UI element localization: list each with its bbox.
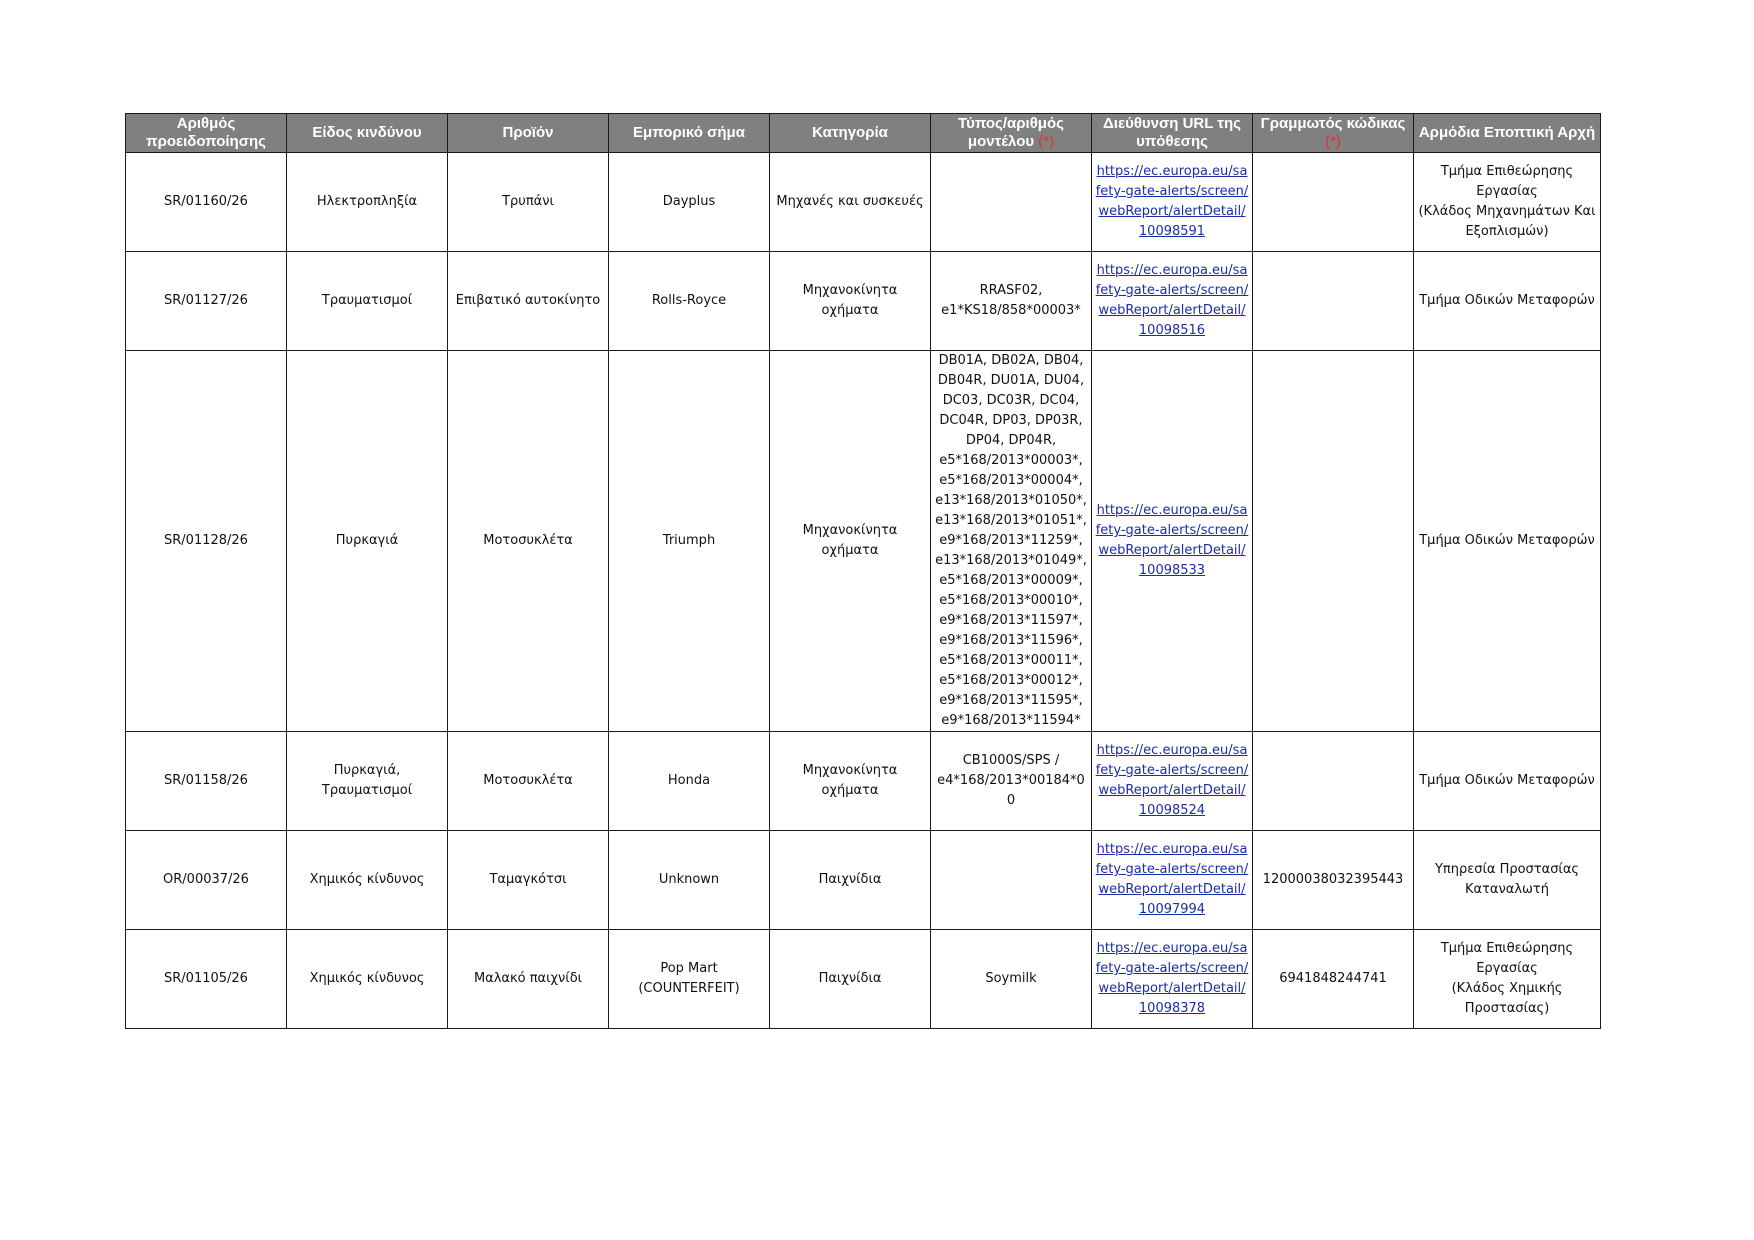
product-cell: Μαλακό παιχνίδι [448, 930, 609, 1029]
barcode-cell: 12000038032395443 [1253, 831, 1414, 930]
required-marker: (*) [1325, 133, 1341, 150]
model-cell: RRASF02, e1*KS18/858*00003* [931, 252, 1092, 351]
authority-cell [1414, 732, 1601, 831]
alert-number-cell: SR/01160/26 [126, 153, 287, 252]
product-cell: Μοτοσυκλέτα [448, 732, 609, 831]
safety-alerts-table [125, 113, 1601, 1029]
alert-url-link[interactable]: https://ec.europa.eu/safety-gate-alerts/screen/webReport/alertDetail/10098591 [1095, 164, 1249, 239]
category-cell: Παιχνίδια [770, 930, 931, 1029]
alert-url-link[interactable]: https://ec.europa.eu/safety-gate-alerts/screen/webReport/alertDetail/10098516 [1095, 263, 1249, 338]
product-cell: Τρυπάνι [448, 153, 609, 252]
product-cell: Επιβατικό αυτοκίνητο [448, 252, 609, 351]
barcode-cell [1253, 351, 1414, 732]
url-cell [1092, 252, 1253, 351]
category-cell: Μηχανοκίνητα οχήματα [770, 732, 931, 831]
header-barcode-label: Γραμμωτός κώδικας [1260, 115, 1406, 132]
url-cell [1092, 831, 1253, 930]
brand-cell: Rolls-Royce [609, 252, 770, 351]
barcode-cell [1253, 252, 1414, 351]
header-authority: Αρμόδια Εποπτική Αρχή [1414, 114, 1601, 153]
authority-line: Τμήμα Επιθεώρησης Εργασίας [1440, 164, 1574, 199]
model-cell: Soymilk [931, 930, 1092, 1029]
model-cell [931, 831, 1092, 930]
product-cell: Μοτοσυκλέτα [448, 351, 609, 732]
alert-number-cell: OR/00037/26 [126, 831, 287, 930]
url-cell [1092, 153, 1253, 252]
brand-cell: Unknown [609, 831, 770, 930]
authority-line: (Κλάδος Χημικής Προστασίας) [1451, 981, 1563, 1016]
brand-cell: Pop Mart (COUNTERFEIT) [609, 930, 770, 1029]
table-row [126, 930, 1601, 1029]
alert-url-link[interactable]: https://ec.europa.eu/safety-gate-alerts/screen/webReport/alertDetail/10098533 [1095, 503, 1249, 578]
header-alert-number: Αριθμός προειδοποίησης [126, 114, 287, 153]
alert-url-link[interactable]: https://ec.europa.eu/safety-gate-alerts/screen/webReport/alertDetail/10097994 [1095, 842, 1249, 917]
table-row [126, 831, 1601, 930]
authority-cell [1414, 153, 1601, 252]
header-model [931, 114, 1092, 153]
authority-line: Υπηρεσία Προστασίας Καταναλωτή [1434, 862, 1580, 897]
url-cell [1092, 351, 1253, 732]
barcode-cell [1253, 732, 1414, 831]
table-row [126, 252, 1601, 351]
header-risk-type: Είδος κινδύνου [287, 114, 448, 153]
barcode-cell [1253, 153, 1414, 252]
authority-line: Τμήμα Οδικών Μεταφορών [1419, 533, 1595, 548]
model-cell [931, 153, 1092, 252]
table-row [126, 153, 1601, 252]
authority-cell [1414, 252, 1601, 351]
authority-line: Τμήμα Οδικών Μεταφορών [1419, 773, 1595, 788]
category-cell: Παιχνίδια [770, 831, 931, 930]
table-row [126, 351, 1601, 732]
model-cell: DB01A, DB02A, DB04, DB04R, DU01A, DU04, DC03, DC03R, DC04, DC04R, DP03, DP03R, DP04, DP04R, e5*168/2013*00003*, e5*168/2013*00004*, e13*168/2013*01050*, e13*168/2013*01051*, e9*168/2013*11259*, e13*168/2013*01049*, e5*168/2013*00009*, e5*168/2013*00010*, e9*168/2013*11597*, e9*168/2013*11596*, e5*168/2013*00011*, e5*168/2013*00012*, e9*168/2013*11595*, e9*168/2013*11594* [931, 351, 1092, 732]
header-model-label: Τύπος/αριθμός μοντέλου [958, 115, 1064, 150]
authority-cell [1414, 930, 1601, 1029]
header-row [126, 114, 1601, 153]
authority-line: Τμήμα Οδικών Μεταφορών [1419, 293, 1595, 308]
header-brand: Εμπορικό σήμα [609, 114, 770, 153]
category-cell: Μηχανοκίνητα οχήματα [770, 252, 931, 351]
alert-number-cell: SR/01127/26 [126, 252, 287, 351]
alert-url-link[interactable]: https://ec.europa.eu/safety-gate-alerts/screen/webReport/alertDetail/10098378 [1095, 941, 1249, 1016]
alert-number-cell: SR/01128/26 [126, 351, 287, 732]
authority-cell [1414, 351, 1601, 732]
required-marker: (*) [1038, 133, 1055, 150]
category-cell: Μηχανές και συσκευές [770, 153, 931, 252]
brand-cell: Triumph [609, 351, 770, 732]
url-cell [1092, 732, 1253, 831]
authority-line: (Κλάδος Μηχανημάτων Και Εξοπλισμών) [1418, 204, 1596, 239]
alert-url-link[interactable]: https://ec.europa.eu/safety-gate-alerts/screen/webReport/alertDetail/10098524 [1095, 743, 1249, 818]
table-row [126, 732, 1601, 831]
alert-number-cell: SR/01105/26 [126, 930, 287, 1029]
brand-cell: Dayplus [609, 153, 770, 252]
barcode-cell: 6941848244741 [1253, 930, 1414, 1029]
authority-line: Τμήμα Επιθεώρησης Εργασίας [1440, 941, 1574, 976]
header-url: Διεύθυνση URL της υπόθεσης [1092, 114, 1253, 153]
alert-number-cell: SR/01158/26 [126, 732, 287, 831]
risk-type-cell: Ηλεκτροπληξία [287, 153, 448, 252]
header-product: Προϊόν [448, 114, 609, 153]
brand-cell: Honda [609, 732, 770, 831]
risk-type-cell: Πυρκαγιά [287, 351, 448, 732]
risk-type-cell: Χημικός κίνδυνος [287, 930, 448, 1029]
product-cell: Ταμαγκότσι [448, 831, 609, 930]
header-category: Κατηγορία [770, 114, 931, 153]
category-cell: Μηχανοκίνητα οχήματα [770, 351, 931, 732]
risk-type-cell: Τραυματισμοί [287, 252, 448, 351]
risk-type-cell: Χημικός κίνδυνος [287, 831, 448, 930]
url-cell [1092, 930, 1253, 1029]
header-barcode [1253, 114, 1414, 153]
risk-type-cell: Πυρκαγιά, Τραυματισμοί [287, 732, 448, 831]
model-cell: CB1000S/SPS / e4*168/2013*00184*00 [931, 732, 1092, 831]
authority-cell [1414, 831, 1601, 930]
